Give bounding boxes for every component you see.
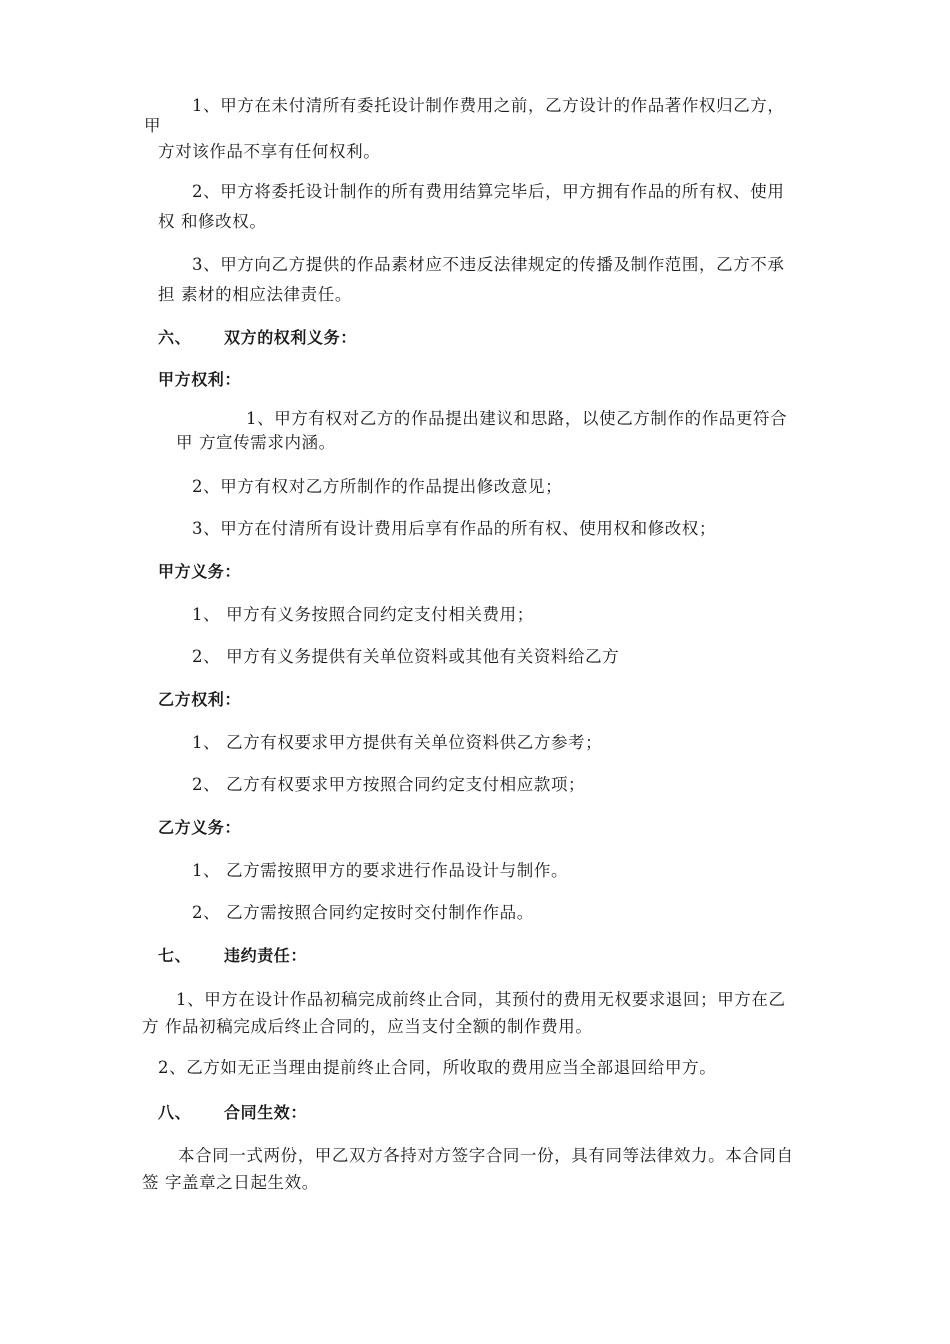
clause5-item1-line1: 1、甲方在未付清所有委托设计制作费用之前，乙方设计的作品著作权归乙方， xyxy=(192,96,785,115)
party-a-right3: 3、甲方在付清所有设计费用后享有作品的所有权、使用权和修改权； xyxy=(192,519,717,538)
section8-number: 八、 xyxy=(158,1103,192,1122)
section8-heading xyxy=(158,1103,307,1123)
party-b-right2: 2、 乙方有权要求甲方按照合同约定支付相应款项； xyxy=(192,775,586,794)
party-a-right2: 2、甲方有权对乙方所制作的作品提出修改意见； xyxy=(192,477,563,496)
section7-title: 违约责任： xyxy=(224,946,308,965)
section8-title: 合同生效： xyxy=(224,1103,308,1122)
section7-item1-line2: 方 作品初稿完成后终止合同的，应当支付全额的制作费用。 xyxy=(142,1017,593,1036)
section6-number: 六、 xyxy=(158,328,192,347)
party-a-rights-heading: 甲方权利： xyxy=(158,370,242,389)
party-b-duty2: 2、 乙方需按照合同约定按时交付制作作品。 xyxy=(192,903,534,922)
party-b-duties-heading: 乙方义务： xyxy=(158,818,242,837)
party-a-right1-line1: 1、甲方有权对乙方的作品提出建议和思路，以使乙方制作的作品更符合 xyxy=(246,409,788,428)
section7-item2: 2、乙方如无正当理由提前终止合同，所收取的费用应当全部退回给甲方。 xyxy=(158,1058,717,1077)
clause5-item2-line1: 2、甲方将委托设计制作的所有费用结算完毕后，甲方拥有作品的所有权、使用 xyxy=(192,182,785,201)
party-b-rights-heading: 乙方权利： xyxy=(158,690,242,709)
party-a-duties-heading: 甲方义务： xyxy=(158,562,242,581)
party-a-duty1: 1、 甲方有义务按照合同约定支付相关费用； xyxy=(192,605,534,624)
clause5-item3-line1: 3、甲方向乙方提供的作品素材应不违反法律规定的传播及制作范围，乙方不承 xyxy=(192,255,785,274)
section6-title: 双方的权利义务： xyxy=(224,328,357,347)
clause5-item2-line2: 权 和修改权。 xyxy=(158,212,267,231)
section7-number: 七、 xyxy=(158,946,192,965)
section6-heading xyxy=(158,328,357,348)
party-a-right1-line2: 甲 方宣传需求内涵。 xyxy=(176,433,336,452)
section8-line2: 签 字盖章之日起生效。 xyxy=(142,1173,319,1192)
party-a-duty2: 2、 甲方有义务提供有关单位资料或其他有关资料给乙方 xyxy=(192,647,620,666)
party-b-duty1: 1、 乙方需按照甲方的要求进行作品设计与制作。 xyxy=(192,861,569,880)
clause5-item3-line2: 担 素材的相应法律责任。 xyxy=(158,285,352,304)
party-b-right1: 1、 乙方有权要求甲方提供有关单位资料供乙方参考； xyxy=(192,733,603,752)
clause5-item1-line2: 方对该作品不享有任何权利。 xyxy=(158,142,381,161)
clause5-item1-line1-wrap: 甲 xyxy=(144,116,162,135)
section7-heading xyxy=(158,946,307,966)
section8-line1: 本合同一式两份，甲乙双方各持对方签字合同一份，具有同等法律效力。本合同自 xyxy=(178,1146,794,1165)
section7-item1-line1: 1、甲方在设计作品初稿完成前终止合同，其预付的费用无权要求退回；甲方在乙 xyxy=(176,990,786,1009)
